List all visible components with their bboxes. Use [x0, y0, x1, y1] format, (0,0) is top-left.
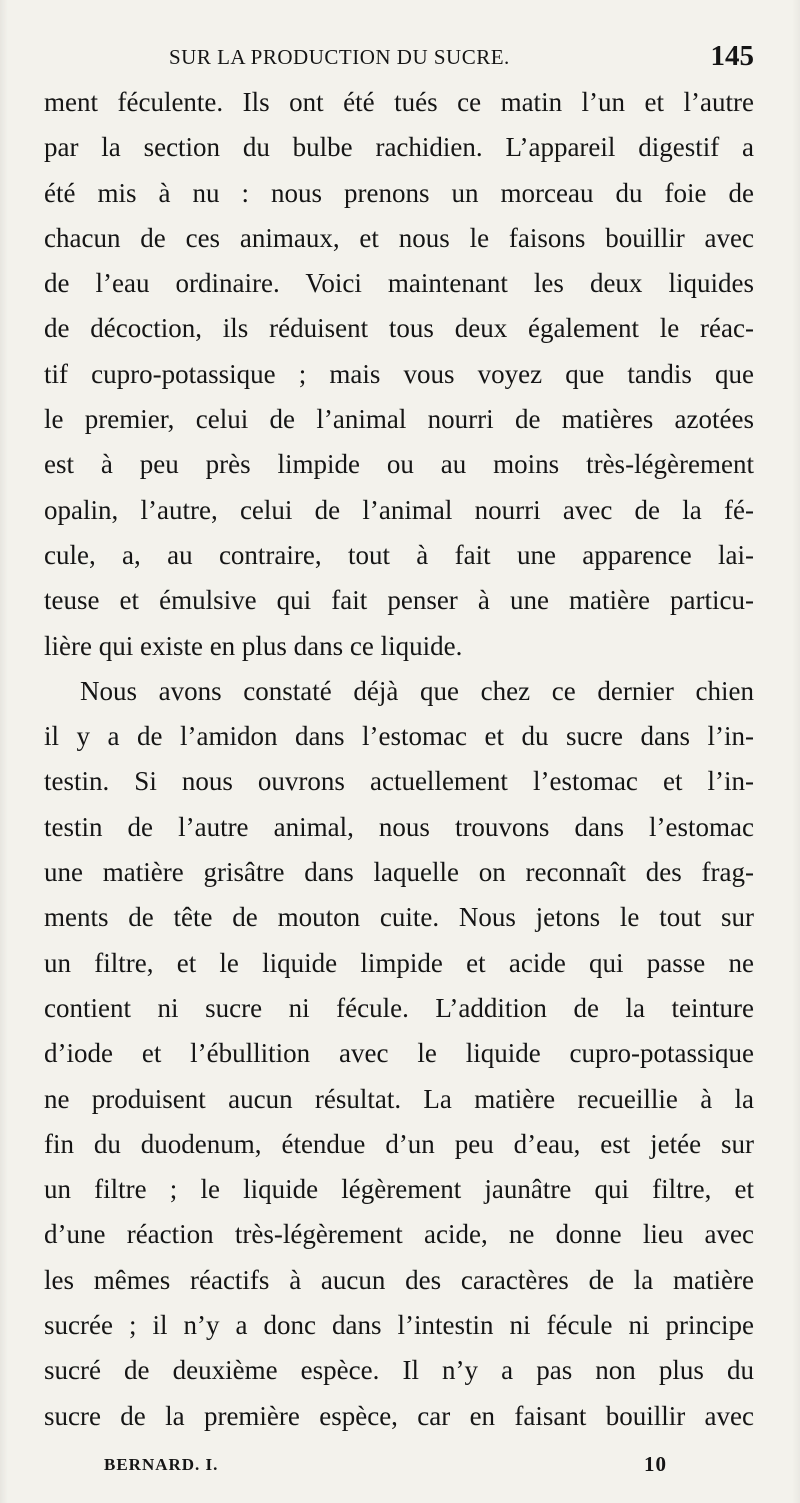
text-line: chacun de ces animaux, et nous le faisons bouillir avec [44, 222, 754, 253]
text-line: les mêmes réactifs à aucun des caractères de la matière [44, 1264, 754, 1295]
text-line: un filtre ; le liquide légèrement jaunâtre qui filtre, et [44, 1174, 754, 1205]
page-header [44, 40, 754, 80]
text-line: testin de l’autre animal, nous trouvons dans l’estomac [44, 811, 754, 842]
text-line: le premier, celui de l’animal nourri de matières azotées [44, 404, 754, 435]
text-line: sucrée ; il n’y a donc dans l’intestin ni fécule ni principe [44, 1310, 754, 1341]
text-line: cule, a, au contraire, tout à fait une apparence lai- [44, 539, 754, 570]
text-line: lière qui existe en plus dans ce liquide. [44, 630, 463, 661]
text-line: est à peu près limpide ou au moins très-légèrement [44, 449, 754, 480]
text-line: il y a de l’amidon dans l’estomac et du sucre dans l’in- [44, 721, 754, 752]
body-text [44, 80, 754, 1439]
text-line: contient ni sucre ni fécule. L’addition de la teinture [44, 992, 754, 1023]
text-line: ment féculente. Ils ont été tués ce matin l’un et l’autre [44, 87, 754, 117]
text-line: été mis à nu : nous prenons un morceau du foie de [44, 177, 754, 208]
text-line: d’iode et l’ébullition avec le liquide cupro-potassique [44, 1038, 754, 1069]
page-number: 145 [710, 40, 754, 72]
text-line: teuse et émulsive qui fait penser à une matière particu- [44, 585, 754, 616]
text-line: par la section du bulbe rachidien. L’appareil digestif a [44, 132, 754, 163]
text-line: un filtre, et le liquide limpide et acide qui passe ne [44, 947, 754, 978]
page-footer [104, 1452, 800, 1485]
signature-number: 10 [644, 1452, 667, 1476]
text-line: sucre de la première espèce, car en faisant bouillir avec [44, 1400, 754, 1431]
text-line: tif cupro-potassique ; mais vous voyez que tandis que [44, 358, 754, 389]
text-line: sucré de deuxième espèce. Il n’y a pas non plus du [44, 1355, 754, 1386]
text-line: testin. Si nous ouvrons actuellement l’estomac et l’in- [44, 766, 754, 797]
text-line: une matière grisâtre dans laquelle on reconnaît des frag- [44, 857, 754, 888]
text-line: Nous avons constaté déjà que chez ce dernier chien [80, 675, 754, 706]
text-line: opalin, l’autre, celui de l’animal nourri avec de la fé- [44, 494, 754, 525]
text-line: de décoction, ils réduisent tous deux également le réac- [44, 313, 754, 344]
running-title: SUR LA PRODUCTION DU SUCRE. [169, 45, 510, 69]
text-line: ne produisent aucun résultat. La matière recueillie à la [44, 1083, 754, 1114]
printer-signature: BERNARD. I. [104, 1455, 219, 1474]
text-line: ments de tête de mouton cuite. Nous jetons le tout sur [44, 902, 754, 933]
text-line: fin du duodenum, étendue d’un peu d’eau, est jetée sur [44, 1128, 754, 1159]
text-line: de l’eau ordinaire. Voici maintenant les deux liquides [44, 268, 754, 299]
text-line: d’une réaction très-légèrement acide, ne donne lieu avec [44, 1219, 754, 1250]
